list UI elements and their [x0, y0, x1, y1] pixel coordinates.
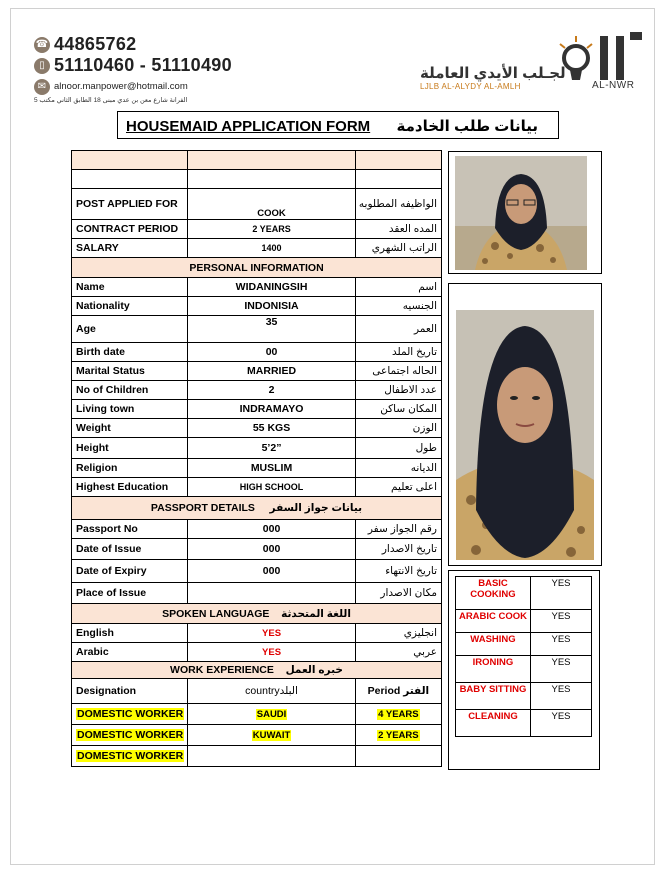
country-2: KUWAIT [252, 729, 291, 741]
skill-row-arabic-cook: ARABIC COOK YES [456, 610, 592, 633]
form-title-arabic: بيانات طلب الخادمة [396, 118, 538, 135]
phone-number-2: 51110460 - 51110490 [54, 55, 232, 75]
logo-bulb-icon [556, 28, 646, 88]
row-contract-period: CONTRACT PERIOD 2 YEARS المده العقد [72, 220, 442, 239]
email-row [34, 76, 232, 97]
logo-arabic-text: لجـلب الأيدي العاملة [420, 65, 566, 82]
experience-heading-arabic: خبره العمل [285, 664, 343, 676]
blank-row-peach [72, 151, 442, 170]
form-title-english: HOUSEMAID APPLICATION FORM [126, 118, 371, 135]
period-2: 2 YEARS [378, 729, 419, 741]
designation-2: DOMESTIC WORKER [77, 729, 184, 741]
section-passport-details [72, 497, 442, 520]
experience-heading-english: WORK EXPERIENCE [170, 664, 274, 676]
row-date-of-expiry: Date of Expiry 000 تاريخ الانتهاء [72, 560, 442, 583]
row-arabic: Arabic YES عربي [72, 643, 442, 662]
row-english: English YES انجليزي [72, 624, 442, 643]
photo-frame-small [448, 151, 602, 274]
phone-icon: ☎ [34, 37, 50, 53]
skill-row-baby-sitting: BABY SITTING YES [456, 683, 592, 710]
passport-heading-english: PASSPORT DETAILS [150, 502, 255, 514]
experience-row-1 [72, 704, 442, 725]
address-text: الفرانة شارع معن بن عدي مبنى 18 الطابق الثاني مكتب 5 [34, 97, 188, 104]
designation-3: DOMESTIC WORKER [77, 750, 184, 762]
row-birth-date: Birth date 00 تاريخ الملد [72, 343, 442, 362]
language-heading-arabic: اللغة المتحدثة [281, 607, 351, 620]
experience-header-row: Designation countryالبلد Period الفتر [72, 679, 442, 704]
row-passport-no: Passport No 000 رقم الجواز سفر [72, 520, 442, 539]
row-age: Age 35 العمر [72, 316, 442, 343]
row-living-town: Living town INDRAMAYO المكان ساكن [72, 400, 442, 419]
row-weight: Weight 55 KGS الوزن [72, 419, 442, 438]
photo-frame-large [448, 283, 602, 566]
skill-row-ironing: IRONING YES [456, 656, 592, 683]
skill-row-basic-cooking: BASIC COOKING YES [456, 577, 592, 610]
row-marital-status: Marital Status MARRIED الحاله اجتماعى [72, 362, 442, 381]
row-post-applied: POST APPLIED FOR COOK الواظيفه المطلوبه [72, 189, 442, 220]
contact-block [34, 34, 232, 97]
skill-row-cleaning: CLEANING YES [456, 710, 592, 737]
section-work-experience [72, 662, 442, 679]
skill-row-washing: WASHING YES [456, 633, 592, 656]
logo-brand-text: AL-NWR [592, 80, 635, 91]
row-nationality: Nationality INDONISIA الجنسيه [72, 297, 442, 316]
phone-row-2 [34, 55, 232, 76]
mobile-icon: ▯ [34, 58, 50, 74]
phone-row-1 [34, 34, 232, 55]
email-icon: ✉ [34, 79, 50, 95]
application-form-table [71, 150, 442, 767]
passport-heading-arabic: بيانات جواز السفر [269, 502, 363, 514]
row-religion: Religion MUSLIM الديانه [72, 459, 442, 478]
skills-table [455, 576, 592, 737]
form-title-box [117, 111, 559, 139]
blank-row [72, 170, 442, 189]
logo-english-text: LJLB AL-ALYDY AL-AMLH [420, 82, 521, 91]
section-personal-information: PERSONAL INFORMATION [72, 258, 442, 278]
section-spoken-language [72, 604, 442, 624]
experience-row-3 [72, 746, 442, 767]
skills-box [448, 570, 600, 770]
phone-number-1: 44865762 [54, 34, 137, 54]
language-heading-english: SPOKEN LANGUAGE [162, 607, 270, 620]
email-address: alnoor.manpower@hotmail.com [54, 81, 188, 92]
period-1: 4 YEARS [378, 708, 419, 720]
designation-1: DOMESTIC WORKER [77, 708, 184, 720]
experience-row-2 [72, 725, 442, 746]
country-1: SAUDI [256, 708, 287, 720]
row-height: Height 5’2” طول [72, 438, 442, 459]
candidate-photo-large [456, 310, 594, 560]
row-date-of-issue: Date of Issue 000 تاريخ الاصدار [72, 539, 442, 560]
row-place-of-issue: Place of Issue مكان الاصدار [72, 583, 442, 604]
row-salary: SALARY 1400 الراتب الشهري [72, 239, 442, 258]
candidate-photo-small [455, 156, 587, 270]
row-children: No of Children 2 عدد الاطفال [72, 381, 442, 400]
row-name: Name WIDANINGSIH اسم [72, 278, 442, 297]
row-education: Highest Education HIGH SCHOOL اعلى تعليم [72, 478, 442, 497]
